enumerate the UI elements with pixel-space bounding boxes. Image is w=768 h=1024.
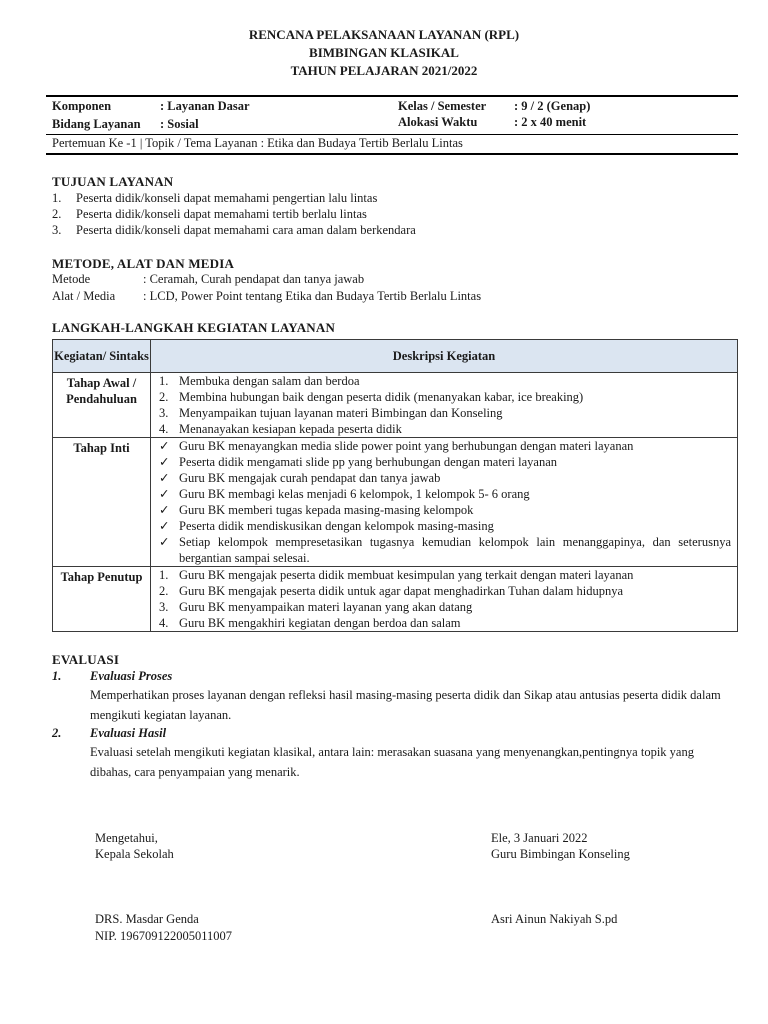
komponen-value: : Layanan Dasar: [160, 99, 250, 113]
komponen-label: Komponen: [52, 99, 112, 113]
kelas-label: Kelas / Semester: [398, 99, 487, 113]
col-kegiatan-header: Kegiatan/ Sintaks: [53, 340, 151, 373]
bidang-value: : Sosial: [160, 117, 199, 131]
list-item: [157, 454, 731, 470]
tujuan-item: Peserta didik/konseli dapat memahami tertib berlalu lintas: [76, 207, 367, 221]
metode-title: METODE, ALAT DAN MEDIA: [52, 256, 235, 271]
list-item-text: Guru BK mengajak peserta didik membuat kesimpulan yang terkait dengan materi layanan: [179, 568, 634, 582]
list-item-text: Guru BK memberi tugas kepada masing-masing kelompok: [179, 503, 474, 517]
list-item: [157, 534, 731, 566]
list-number: 3.: [159, 600, 169, 614]
list-number: 4.: [159, 616, 169, 630]
tujuan-title: TUJUAN LAYANAN: [52, 174, 174, 189]
stage-awal-items: [151, 373, 738, 438]
list-number: 1.: [159, 374, 169, 388]
sign-right-line1: Ele, 3 Januari 2022: [491, 831, 588, 845]
check-icon: ✓: [159, 487, 170, 501]
check-icon: ✓: [159, 455, 170, 469]
table-row: [53, 567, 738, 632]
evaluasi-hasil-title: Evaluasi Hasil: [90, 726, 167, 740]
list-item: [157, 389, 731, 405]
list-item: [157, 502, 731, 518]
list-item: [157, 486, 731, 502]
alat-value: : LCD, Power Point tentang Etika dan Budaya Tertib Berlalu Lintas: [143, 289, 482, 303]
list-item: [157, 421, 731, 437]
sign-left-nip: NIP. 196709122005011007: [95, 929, 233, 943]
kelas-value: : 9 / 2 (Genap): [514, 99, 591, 113]
check-icon: ✓: [159, 503, 170, 517]
evaluasi-hasil-text: Evaluasi setelah mengikuti kegiatan klasikal, antara lain: merasakan suasana yang menyenangkan,pentingnya topik yang dibahas, cara penyampaian yang menarik.: [90, 745, 694, 779]
list-item: [157, 567, 731, 583]
check-icon: ✓: [159, 439, 170, 453]
info-top-rule: [46, 95, 738, 97]
langkah-title: LANGKAH-LANGKAH KEGIATAN LAYANAN: [52, 320, 336, 335]
tujuan-item-num: 3.: [52, 223, 62, 237]
check-icon: ✓: [159, 471, 170, 485]
document-title: RENCANA PELAKSANAAN LAYANAN (RPL): [248, 27, 520, 42]
table-header-row: [53, 340, 738, 373]
list-item-text: Menanayakan kesiapan kepada peserta didik: [179, 422, 402, 436]
check-icon: ✓: [159, 535, 170, 549]
list-item-text: Membuka dengan salam dan berdoa: [179, 374, 360, 388]
list-item: [157, 583, 731, 599]
list-item-text: Guru BK membagi kelas menjadi 6 kelompok, 1 kelompok 5- 6 orang: [179, 487, 530, 501]
sign-right-name: Asri Ainun Nakiyah S.pd: [491, 912, 618, 926]
list-item: [157, 405, 731, 421]
document-subtitle: BIMBINGAN KLASIKAL: [309, 45, 459, 60]
list-item-text: Guru BK mengakhiri kegiatan dengan berdoa dan salam: [179, 616, 461, 630]
evaluasi-title: EVALUASI: [52, 652, 120, 667]
metode-label: Metode: [52, 272, 91, 286]
list-item-text: Guru BK menayangkan media slide power point yang berhubungan dengan materi layanan: [179, 439, 634, 453]
list-item: [157, 438, 731, 454]
evaluasi-proses-text: Memperhatikan proses layanan dengan refleksi hasil masing-masing peserta didik dan Sikap atau antusias peserta didik dalam mengikuti kegiatan layanan.: [90, 688, 721, 722]
alokasi-value: : 2 x 40 menit: [514, 115, 587, 129]
list-item-text: Peserta didik mendiskusikan dengan kelompok masing-masing: [179, 519, 494, 533]
stage-penutup-items: [151, 567, 738, 632]
evaluasi-proses-title: Evaluasi Proses: [90, 669, 173, 683]
list-item-text: Guru BK mengajak peserta didik untuk agar dapat menghadirkan Tuhan dalam hidupnya: [179, 584, 623, 598]
list-item-text: Menyampaikan tujuan layanan materi Bimbingan dan Konseling: [179, 406, 503, 420]
metode-value: : Ceramah, Curah pendapat dan tanya jawab: [143, 272, 365, 286]
sign-left-name: DRS. Masdar Genda: [95, 912, 199, 926]
info-bottom-rule: [46, 153, 738, 155]
info-mid-rule: [46, 134, 738, 135]
list-number: 3.: [159, 406, 169, 420]
list-item-text: Peserta didik mengamati slide pp yang berhubungan dengan materi layanan: [179, 455, 558, 469]
list-item: [157, 470, 731, 486]
list-item: [157, 518, 731, 534]
table-row: [53, 373, 738, 438]
list-item: [157, 599, 731, 615]
stage-inti-items: [151, 438, 738, 567]
stage-inti: Tahap Inti: [53, 438, 151, 567]
list-item: [157, 373, 731, 389]
activity-table: [52, 339, 738, 632]
stage-awal: Tahap Awal / Pendahuluan: [53, 373, 151, 438]
check-icon: ✓: [159, 519, 170, 533]
tujuan-item-num: 1.: [52, 191, 62, 205]
sign-right-line2: Guru Bimbingan Konseling: [491, 847, 630, 861]
list-item: [157, 615, 731, 631]
tujuan-item-num: 2.: [52, 207, 62, 221]
list-item-text: Guru BK menyampaikan materi layanan yang akan datang: [179, 600, 473, 614]
academic-year: TAHUN PELAJARAN 2021/2022: [290, 63, 478, 78]
stage-penutup: Tahap Penutup: [53, 567, 151, 632]
list-number: 4.: [159, 422, 169, 436]
tujuan-item: Peserta didik/konseli dapat memahami pengertian lalu lintas: [76, 191, 378, 205]
list-number: 1.: [159, 568, 169, 582]
bidang-label: Bidang Layanan: [52, 117, 141, 131]
col-deskripsi-header: Deskripsi Kegiatan: [151, 340, 738, 373]
alat-label: Alat / Media: [52, 289, 116, 303]
table-row: [53, 438, 738, 567]
list-item-text: Setiap kelompok mempresetasikan tugasnya kemudian kelompok lain menanggapinya, dan seterusnya bergantian sampai selesai.: [179, 535, 731, 565]
list-number: 2.: [159, 584, 169, 598]
list-item-text: Guru BK mengajak curah pendapat dan tanya jawab: [179, 471, 441, 485]
evaluasi-hasil-num: 2.: [52, 726, 62, 740]
tujuan-item: Peserta didik/konseli dapat memahami cara aman dalam berkendara: [76, 223, 416, 237]
evaluasi-proses-num: 1.: [52, 669, 62, 683]
list-number: 2.: [159, 390, 169, 404]
pertemuan-line: Pertemuan Ke -1 | Topik / Tema Layanan : Etika dan Budaya Tertib Berlalu Lintas: [52, 136, 463, 150]
sign-left-line1: Mengetahui,: [95, 831, 158, 845]
list-item-text: Membina hubungan baik dengan peserta didik (menanyakan kabar, ice breaking): [179, 390, 584, 404]
alokasi-label: Alokasi Waktu: [398, 115, 478, 129]
sign-left-line2: Kepala Sekolah: [95, 847, 174, 861]
